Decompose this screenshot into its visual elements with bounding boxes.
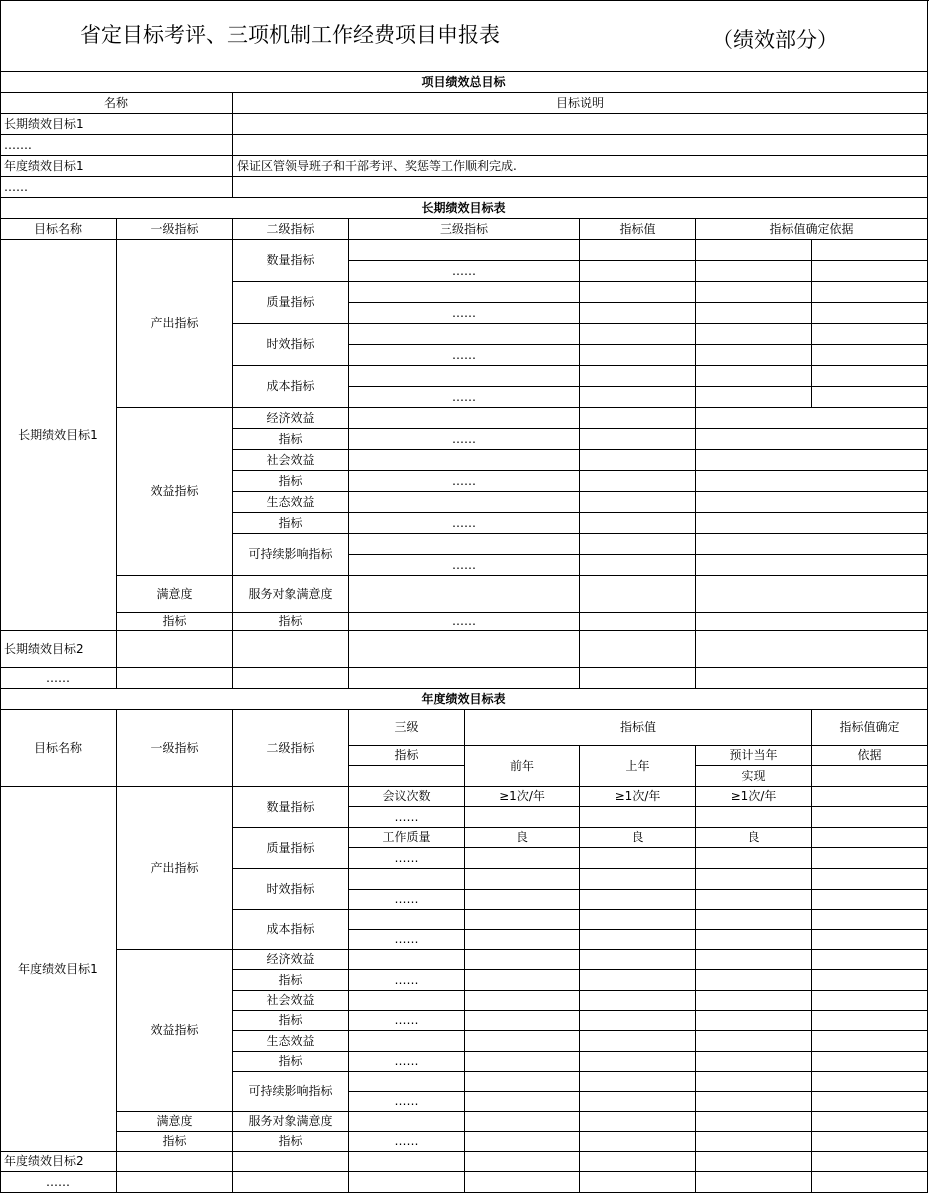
annual-quantity-indicator: 数量指标 (233, 787, 349, 828)
overall-row-name: 长期绩效目标1 (0, 114, 233, 135)
table-cell (580, 576, 696, 613)
long-term-cost-indicator: 成本指标 (233, 366, 349, 408)
table-cell (696, 991, 812, 1011)
annual-meeting-last: ≥1次/年 (580, 787, 696, 807)
table-cell (696, 613, 928, 631)
table-cell (696, 450, 928, 471)
table-cell (696, 408, 928, 429)
annual-goal-1: 年度绩效目标1 (0, 787, 117, 1152)
table-cell (580, 555, 696, 576)
table-cell (696, 576, 928, 613)
table-cell (580, 1172, 696, 1193)
annual-col-l1: 一级指标 (117, 710, 233, 787)
table-cell (117, 1152, 233, 1172)
table-cell (580, 471, 696, 492)
table-cell (696, 970, 812, 991)
long-term-quality-indicator: 质量指标 (233, 282, 349, 324)
table-cell (465, 890, 580, 910)
table-cell (349, 991, 465, 1011)
long-term-benefit-indicator: 指标 (233, 471, 349, 492)
table-cell (349, 910, 465, 930)
table-cell (696, 1031, 812, 1052)
table-cell (580, 387, 696, 408)
table-cell (349, 869, 465, 890)
table-cell (812, 1112, 928, 1132)
long-term-col-header: 指标值 (580, 219, 696, 240)
table-cell (580, 1092, 696, 1112)
table-cell (696, 387, 928, 408)
table-cell (580, 408, 696, 429)
annual-section-header: 年度绩效目标表 (0, 689, 928, 710)
table-cell (696, 534, 928, 555)
long-term-l3-ellipsis: …… (349, 261, 580, 282)
long-term-l3-ellipsis: …… (349, 429, 580, 450)
annual-meeting-expected: ≥1次/年 (696, 787, 812, 807)
long-term-satisfaction: 满意度 (117, 576, 233, 613)
table-cell (580, 890, 696, 910)
table-cell (696, 930, 812, 950)
annual-work-quality-last: 良 (580, 828, 696, 848)
table-cell (580, 429, 696, 450)
annual-benefit-indicator: 指标 (233, 1011, 349, 1031)
annual-benefit-indicator: 指标 (233, 970, 349, 991)
table-cell (349, 1072, 465, 1092)
table-cell (465, 930, 580, 950)
annual-l3-ellipsis: …… (349, 807, 465, 828)
annual-sustainable-indicator: 可持续影响指标 (233, 1072, 349, 1112)
table-cell (696, 555, 928, 576)
table-cell (465, 869, 580, 890)
long-term-quantity-indicator: 数量指标 (233, 240, 349, 282)
annual-l3-ellipsis: …… (349, 1092, 465, 1112)
annual-meeting-count: 会议次数 (349, 787, 465, 807)
long-term-l3-ellipsis: …… (349, 387, 580, 408)
table-cell (349, 450, 580, 471)
annual-l3-ellipsis: …… (349, 1011, 465, 1031)
table-cell (465, 1172, 580, 1193)
annual-l3-ellipsis: …… (349, 890, 465, 910)
table-cell (233, 1152, 349, 1172)
table-cell (580, 1152, 696, 1172)
table-cell (465, 1112, 580, 1132)
table-cell (812, 828, 928, 848)
long-term-col-header: 一级指标 (117, 219, 233, 240)
table-cell (580, 807, 696, 828)
table-cell (812, 1152, 928, 1172)
table-cell (696, 631, 928, 668)
table-cell (580, 869, 696, 890)
annual-work-quality-expected: 良 (696, 828, 812, 848)
table-cell (580, 970, 696, 991)
overall-row-desc (233, 135, 928, 156)
table-cell (696, 869, 812, 890)
annual-indicator: 指标 (233, 1132, 349, 1152)
table-cell (696, 1152, 812, 1172)
table-cell (812, 848, 928, 869)
table-cell (812, 970, 928, 991)
table-cell (812, 766, 928, 787)
annual-satisfaction: 满意度 (117, 1112, 233, 1132)
table-cell (349, 1172, 465, 1193)
table-cell (580, 1011, 696, 1031)
annual-col-basis-bottom: 依据 (812, 746, 928, 766)
overall-col-desc: 目标说明 (233, 93, 928, 114)
table-cell (580, 324, 696, 345)
table-cell (812, 930, 928, 950)
annual-l3-ellipsis: …… (349, 1132, 465, 1152)
table-cell (349, 668, 580, 689)
annual-l3-ellipsis: …… (349, 848, 465, 869)
long-term-indicator: 指标 (233, 613, 349, 631)
table-cell (812, 1092, 928, 1112)
annual-col-expected-bottom: 实现 (696, 766, 812, 787)
annual-l3-ellipsis: …… (349, 930, 465, 950)
long-term-benefit-indicator: 指标 (233, 429, 349, 450)
table-cell (812, 890, 928, 910)
table-cell (580, 345, 696, 366)
table-cell (465, 1072, 580, 1092)
annual-benefit-ecological: 生态效益 (233, 1031, 349, 1052)
annual-benefit-indicator: 指标 (233, 1052, 349, 1072)
table-cell (349, 534, 580, 555)
table-cell (696, 513, 928, 534)
table-cell (696, 1172, 812, 1193)
table-cell (580, 950, 696, 970)
table-cell (580, 991, 696, 1011)
annual-col-l3-bottom: 指标 (349, 746, 465, 766)
annual-work-quality: 工作质量 (349, 828, 465, 848)
table-cell (812, 787, 928, 807)
table-cell (812, 869, 928, 890)
table-cell (465, 1031, 580, 1052)
table-cell (349, 766, 465, 787)
annual-timeliness-indicator: 时效指标 (233, 869, 349, 910)
annual-satisfaction-indicator: 指标 (117, 1132, 233, 1152)
long-term-benefit-indicator: 指标 (233, 513, 349, 534)
table-cell (349, 631, 580, 668)
long-term-l3-ellipsis: …… (349, 513, 580, 534)
annual-l3-ellipsis: …… (349, 970, 465, 991)
long-term-l3-cell (349, 324, 580, 345)
table-cell (580, 848, 696, 869)
table-cell (696, 471, 928, 492)
table-cell (696, 1052, 812, 1072)
form-title: 省定目标考评、三项机制工作经费项目申报表 (0, 0, 928, 72)
table-cell (233, 1172, 349, 1193)
table-cell (117, 631, 233, 668)
table-cell (580, 1031, 696, 1052)
long-term-col-header: 二级指标 (233, 219, 349, 240)
table-cell (580, 1112, 696, 1132)
annual-cost-indicator: 成本指标 (233, 910, 349, 950)
long-term-benefit-ecological: 生态效益 (233, 492, 349, 513)
annual-col-goal: 目标名称 (0, 710, 117, 787)
table-cell (696, 261, 928, 282)
table-cell (580, 240, 696, 261)
long-term-l3-ellipsis: …… (349, 471, 580, 492)
table-cell (465, 1011, 580, 1031)
table-cell (696, 890, 812, 910)
long-term-col-header: 三级指标 (349, 219, 580, 240)
long-term-l3-ellipsis: …… (349, 345, 580, 366)
long-term-l3-cell (349, 366, 580, 387)
table-cell (812, 950, 928, 970)
table-cell (812, 991, 928, 1011)
long-term-goal-2: 长期绩效目标2 (0, 631, 117, 668)
table-cell (812, 1072, 928, 1092)
table-cell (696, 324, 928, 345)
table-cell (812, 807, 928, 828)
table-cell (580, 631, 696, 668)
table-cell (465, 1052, 580, 1072)
table-cell (696, 848, 812, 869)
table-cell (580, 513, 696, 534)
table-cell (349, 950, 465, 970)
table-cell (465, 848, 580, 869)
annual-benefit-social: 社会效益 (233, 991, 349, 1011)
table-cell (465, 1132, 580, 1152)
table-cell (580, 492, 696, 513)
table-cell (580, 282, 696, 303)
table-cell (349, 576, 580, 613)
table-cell (580, 366, 696, 387)
table-cell (349, 1152, 465, 1172)
long-term-l3-ellipsis: …… (349, 613, 580, 631)
table-cell (233, 668, 349, 689)
annual-col-l3-top: 三级 (349, 710, 465, 746)
table-cell (696, 240, 928, 261)
long-term-benefit-indicator: 效益指标 (117, 408, 233, 576)
long-term-section-header: 长期绩效目标表 (0, 198, 928, 219)
table-cell (580, 1132, 696, 1152)
table-cell (580, 303, 696, 324)
annual-benefit-economic: 经济效益 (233, 950, 349, 970)
long-term-satisfaction-indicator: 指标 (117, 613, 233, 631)
annual-col-basis-top: 指标值确定 (812, 710, 928, 746)
table-cell (349, 1112, 465, 1132)
table-cell (696, 366, 928, 387)
overall-row-name: …… (0, 177, 233, 198)
table-cell (465, 807, 580, 828)
overall-col-name: 名称 (0, 93, 233, 114)
table-cell (812, 910, 928, 930)
annual-goal-2: 年度绩效目标2 (0, 1152, 117, 1172)
overall-section-header: 项目绩效总目标 (0, 72, 928, 93)
annual-benefit-indicator: 效益指标 (117, 950, 233, 1112)
long-term-col-header: 指标值确定依据 (696, 219, 928, 240)
overall-row-name: 年度绩效目标1 (0, 156, 233, 177)
table-cell (580, 1072, 696, 1092)
overall-row-desc: 保证区管领导班子和干部考评、奖惩等工作顺利完成. (233, 156, 928, 177)
long-term-goal-1: 长期绩效目标1 (0, 240, 117, 631)
table-cell (349, 1031, 465, 1052)
long-term-benefit-economic: 经济效益 (233, 408, 349, 429)
annual-service-satisfaction: 服务对象满意度 (233, 1112, 349, 1132)
table-cell (696, 1072, 812, 1092)
table-cell (465, 991, 580, 1011)
table-cell (580, 450, 696, 471)
long-term-benefit-social: 社会效益 (233, 450, 349, 471)
table-cell (696, 1092, 812, 1112)
table-cell (233, 631, 349, 668)
annual-more: …… (0, 1172, 117, 1193)
long-term-sustainable-indicator: 可持续影响指标 (233, 534, 349, 576)
annual-quality-indicator: 质量指标 (233, 828, 349, 869)
annual-output-indicator: 产出指标 (117, 787, 233, 950)
table-cell (696, 950, 812, 970)
table-cell (696, 910, 812, 930)
table-cell (696, 1011, 812, 1031)
annual-l3-ellipsis: …… (349, 1052, 465, 1072)
form-subtitle: （绩效部分） (712, 28, 838, 52)
annual-col-last-year: 上年 (580, 746, 696, 787)
table-cell (812, 1031, 928, 1052)
table-cell (812, 1172, 928, 1193)
long-term-more: …… (0, 668, 117, 689)
long-term-l3-cell (349, 282, 580, 303)
table-cell (117, 1172, 233, 1193)
annual-col-value: 指标值 (465, 710, 812, 746)
table-cell (696, 345, 928, 366)
table-cell (580, 910, 696, 930)
table-cell (696, 1132, 812, 1152)
long-term-output-indicator: 产出指标 (117, 240, 233, 408)
table-cell (580, 534, 696, 555)
table-cell (465, 1092, 580, 1112)
long-term-col-header: 目标名称 (0, 219, 117, 240)
table-cell (696, 807, 812, 828)
annual-col-prev-year: 前年 (465, 746, 580, 787)
table-cell (465, 970, 580, 991)
overall-row-desc (233, 114, 928, 135)
table-cell (580, 261, 696, 282)
table-cell (465, 1152, 580, 1172)
table-cell (812, 1132, 928, 1152)
table-cell (117, 668, 233, 689)
overall-row-name: ……. (0, 135, 233, 156)
table-cell (580, 613, 696, 631)
long-term-l3-ellipsis: …… (349, 303, 580, 324)
table-cell (696, 492, 928, 513)
table-cell (580, 930, 696, 950)
table-cell (812, 1052, 928, 1072)
table-cell (696, 303, 928, 324)
long-term-l3-ellipsis: …… (349, 555, 580, 576)
table-cell (696, 668, 928, 689)
annual-work-quality-prev: 良 (465, 828, 580, 848)
annual-col-l2: 二级指标 (233, 710, 349, 787)
long-term-l3-cell (349, 240, 580, 261)
annual-col-expected-top: 预计当年 (696, 746, 812, 766)
table-cell (696, 1112, 812, 1132)
table-cell (349, 492, 580, 513)
table-cell (465, 950, 580, 970)
annual-meeting-prev: ≥1次/年 (465, 787, 580, 807)
table-cell (696, 282, 928, 303)
table-cell (696, 429, 928, 450)
table-cell (465, 910, 580, 930)
overall-row-desc (233, 177, 928, 198)
long-term-timeliness-indicator: 时效指标 (233, 324, 349, 366)
table-cell (580, 1052, 696, 1072)
long-term-service-satisfaction: 服务对象满意度 (233, 576, 349, 613)
table-cell (812, 1011, 928, 1031)
table-cell (349, 408, 580, 429)
table-cell (580, 668, 696, 689)
